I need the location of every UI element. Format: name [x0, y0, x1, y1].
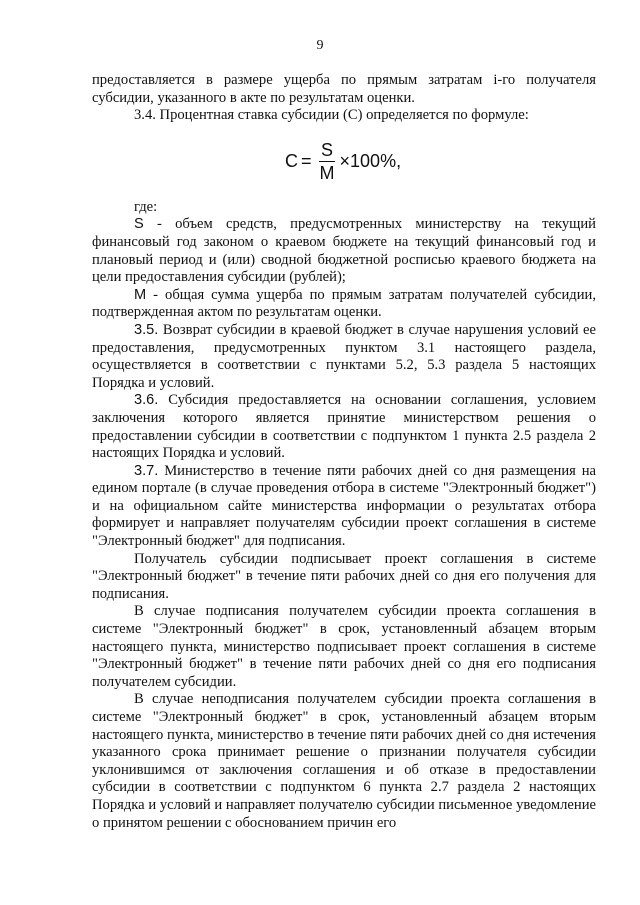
paragraph-3-7-text: Министерство в течение пяти рабочих дней со дня размещения на едином портале (в случае проведения отбора в системе "Электронный бюджет") и на официальном сайте министерства информации о результатах отбора формирует и направляет получателям субсидии проект соглашения в системе "Электронный бюджет" для подписания.: [92, 462, 596, 550]
paragraph-3-5-text: Возврат субсидии в краевой бюджет в случае нарушения условий ее предоставления, предусмотренных пунктом 3.1 настоящего раздела, осуществляется в соответствии с пунктами 5.2, 5.3 раздела 5 настоящих Порядка и условий.: [92, 321, 596, 391]
formula-fraction: [318, 140, 337, 183]
where-label: где:: [134, 198, 158, 215]
paragraph-not-signed: В случае неподписания получателем субсидии проекта соглашения в системе "Электронный бюджет" в срок, установленный абзацем вторым настоящего пункта, министерство в течение пяти рабочих дней со дня истечения указанного срока принимает решение о признании получателя субсидии уклонившимся от заключения соглашения и об отказе в предоставлении субсидии в соответствии с подпунктом 6 пункта 2.7 раздела 2 настоящих Порядка и условий и направляет получателю субсидии письменное уведомление о принятом решении с обоснованием причин его: [92, 691, 596, 831]
clause-number-3-7: 3.7.: [134, 462, 159, 479]
formula-equals: =: [301, 150, 312, 171]
definition-s: [92, 216, 596, 286]
paragraph-recipient-signs: Получатель субсидии подписывает проект соглашения в системе "Электронный бюджет" в течение пяти рабочих дней со дня его получения для подписания.: [92, 550, 596, 602]
definition-m: [92, 287, 596, 322]
paragraph-3-5: [92, 322, 596, 392]
paragraph-3-4: 3.4. Процентная ставка субсидии (С) определяется по формуле:: [134, 107, 529, 124]
paragraph-3-6-text: Субсидия предоставляется на основании соглашения, условием заключения которого является принятие министерством решения о предоставлении субсидии в соответствии с подпунктом 1 пункта 2.5 раздела 2 настоящих Порядка и условий.: [92, 392, 596, 462]
definition-s-text: - объем средств, предусмотренных министерству на текущий финансовый год законом о краевом бюджете на текущий финансовый год и плановый период и (или) сводной бюджетной росписью краевого бюджета на цели предоставления субсидии (рублей);: [92, 216, 596, 286]
formula-rest: 100%,: [350, 150, 402, 171]
paragraph-ministry-signs: В случае подписания получателем субсидии проекта соглашения в системе "Электронный бюджет" в срок, установленный абзацем вторым настоящего пункта, министерство подписывает проект соглашения в системе "Электронный бюджет" в течение пяти рабочих дней со дня его подписания получателем субсидии.: [92, 603, 596, 690]
paragraph-3-7: [92, 463, 596, 551]
document-body: [92, 72, 596, 832]
paragraph-damage-amount: предоставляется в размере ущерба по прямым затратам i-го получателя субсидии, указанного в акте по результатам оценки.: [92, 72, 596, 106]
subsidy-rate-formula: [92, 125, 596, 199]
formula-lhs: C: [285, 150, 298, 171]
clause-number-3-6: 3.6.: [134, 392, 159, 409]
clause-number-3-5: 3.5.: [134, 321, 159, 338]
page-number: 9: [316, 38, 324, 53]
paragraph-3-6: [92, 392, 596, 462]
symbol-s: S: [134, 216, 144, 233]
definition-m-text: - общая сумма ущерба по прямым затратам получателей субсидии, подтвержденная актом по результатам оценки.: [92, 286, 596, 321]
formula-times: ×: [339, 150, 351, 171]
formula-denominator: M: [319, 163, 335, 184]
symbol-m: M: [134, 286, 147, 303]
formula-numerator: S: [321, 140, 334, 161]
